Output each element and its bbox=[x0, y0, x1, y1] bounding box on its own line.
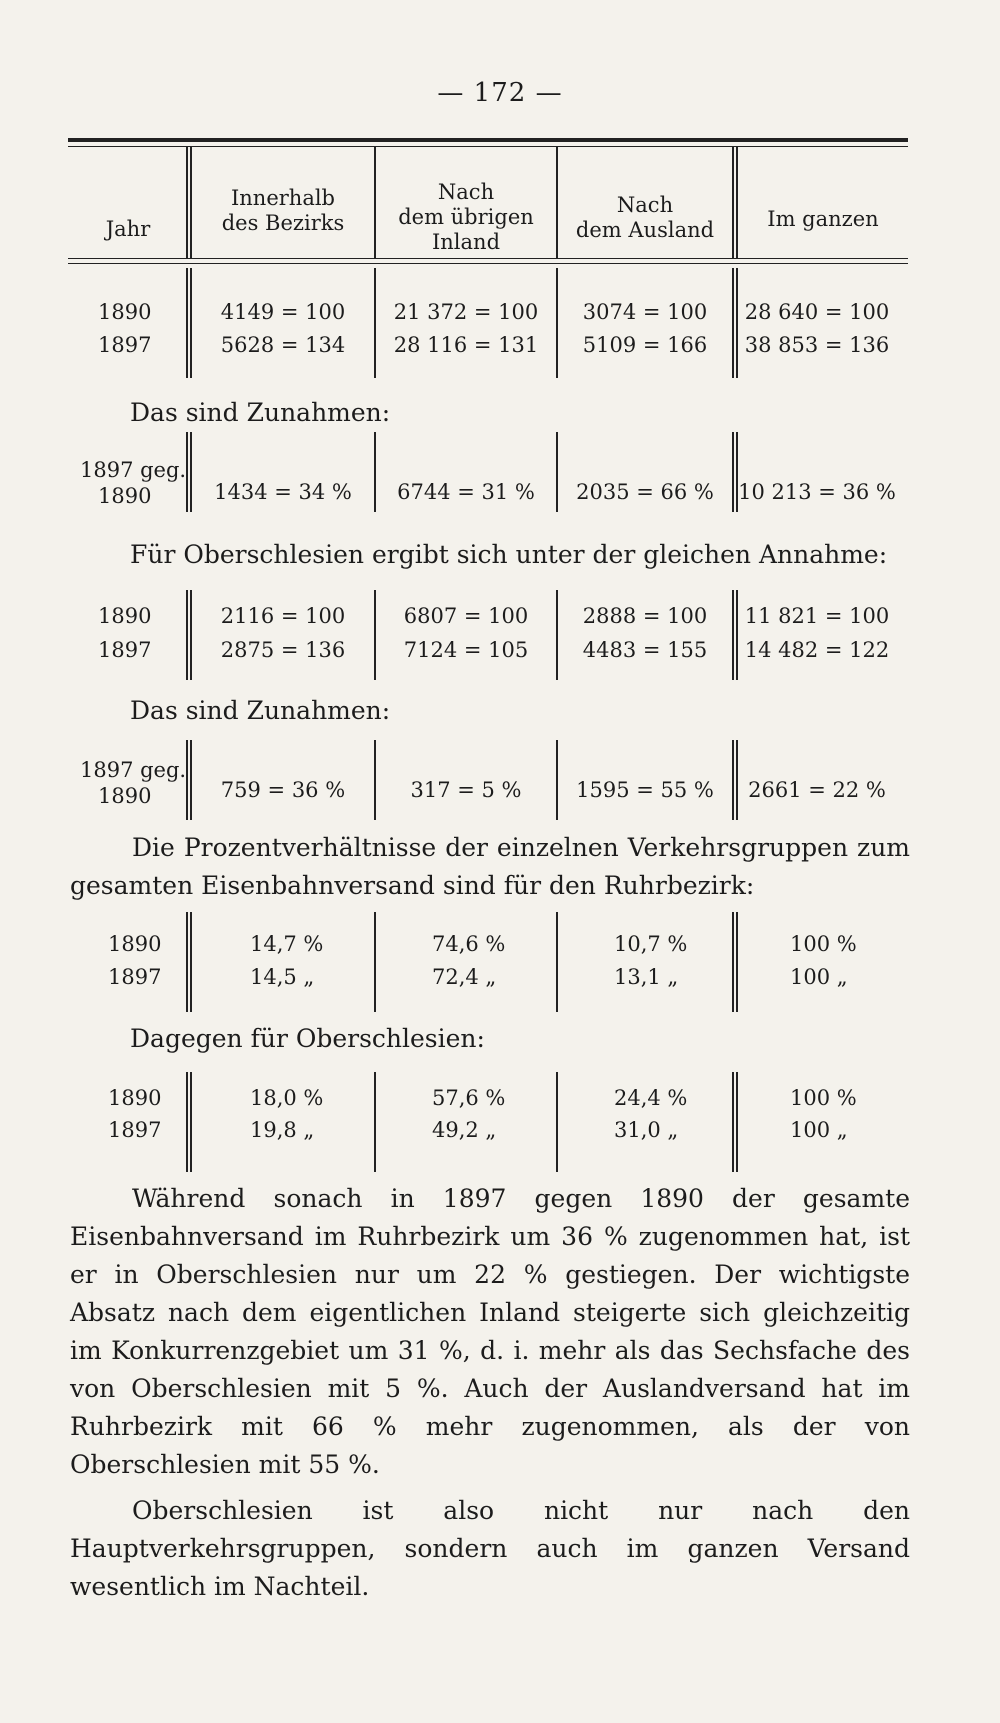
label-prozentverhaeltnisse: Die Prozentverhältnisse der einzelnen Verkehrsgruppen zum gesamten Eisenbahnversand sind für den Ruhrbezirk: bbox=[70, 833, 910, 900]
header-innerhalb: Innerhalb des Bezirks bbox=[221, 186, 345, 235]
table-row: 1897 bbox=[98, 638, 152, 662]
book-page: — 172 — Jahr Innerhalb des Bezirks Nach dem übrigen Inland Nach dem Ausland Im ganzen 1890 4149 = 100 21 372 = 100 3074 = 100 28 640 = 100 1897 5628 = 134 28 116 = 131 5109 = 166 38 853 = 136 Das sind Zunahmen: 1897 geg. 1890 1434 = 34 % 6744 = 31 % 2035 = 66 % 10 213 = 36 % Für Oberschlesien ergibt sich unter der gleichen Annahme: 1890 2116 = 100 6807 = 100 2888 = 100 11 821 = 100 1897 2875 = 136 7124 = 105 4483 = 155 14 482 = 122 Das sind Zunahmen: 1897 geg. 1890 759 = 36 % 317 = 5 % 1595 = 55 % 2661 = 22 % Die Prozentverhältnisse der einzelnen Verkehrsgruppen zum gesamten Eisenbahnversand sind für den Ruhrbezirk: 1890 14,7 % 74,6 % 10,7 % 100 % 1897 14,5 „ 72,4 „ 13,1 „ 100 „ Dagegen für Oberschlesien: 1890 18,0 % 57,6 % 24,4 % 100 % 1897 19,8 „ 49,2 „ 31,0 „ 100 „ Während sonach in 1897 gegen 1890 der gesamte Eisenbahnversand im Ruhrbezirk um 36 % zugenommen hat, ist er in Oberschlesien nur um 22 % gestiegen. Der wichtigste Absatz nach dem eigentlichen Inland steigerte sich gleichzeitig im Konkurrenzgebiet um 31 %, d. i. mehr als das Sechsfache des von Oberschlesien mit 5 %. Auch der Auslandversand hat im Ruhrbezirk mit 66 % mehr zugenommen, als der von Oberschlesien mit 55 %. Oberschlesien ist also nicht nur nach den Hauptverkehrsgruppen, sondern auch im ganzen Versand wesentlich im Nachteil. bbox=[0, 0, 1000, 1723]
header-ausland: Nach dem Ausland bbox=[575, 193, 715, 242]
table-header-rule bbox=[68, 258, 908, 259]
table-row: 1890 bbox=[98, 604, 152, 628]
header-im-ganzen: Im ganzen bbox=[767, 207, 879, 231]
label-zunahmen-os: Das sind Zunahmen: bbox=[130, 696, 391, 725]
label-zunahmen-ruhr: Das sind Zunahmen: bbox=[130, 398, 391, 427]
header-inland: Nach dem übrigen Inland bbox=[398, 180, 534, 254]
paragraph-1: Während sonach in 1897 gegen 1890 der gesamte Eisenbahnversand im Ruhrbezirk um 36 % zugenommen hat, ist er in Oberschlesien nur um 22 % gestiegen. Der wichtigste Absatz nach dem eigentlichen Inland steigerte sich gleichzeitig im Konkurrenzgebiet um 31 %, d. i. mehr als das Sechsfache des von Oberschlesien mit 5 %. Auch der Auslandversand hat im Ruhrbezirk mit 66 % mehr zugenommen, als der von Oberschlesien mit 55 %. bbox=[70, 1184, 910, 1479]
paragraph-2: Oberschlesien ist also nicht nur nach den Hauptverkehrsgruppen, sondern auch im ganzen Versand wesentlich im Nachteil. bbox=[70, 1496, 910, 1601]
table-row: 1897 bbox=[108, 1118, 162, 1142]
table-header-rule-2 bbox=[68, 263, 908, 264]
table-top-rule-thin bbox=[68, 146, 908, 147]
table-row: 1897 bbox=[98, 333, 152, 357]
table-top-rule bbox=[68, 138, 908, 142]
header-jahr: Jahr bbox=[105, 217, 151, 241]
table-row: 1897 bbox=[108, 965, 162, 989]
page-number: — 172 — bbox=[437, 78, 563, 108]
label-dagegen: Dagegen für Oberschlesien: bbox=[130, 1024, 485, 1053]
table-row: 1890 bbox=[108, 932, 162, 956]
table-row: 1890 bbox=[98, 300, 152, 324]
table-row: 1890 bbox=[108, 1086, 162, 1110]
label-oberschlesien: Für Oberschlesien ergibt sich unter der gleichen Annahme: bbox=[130, 540, 888, 569]
